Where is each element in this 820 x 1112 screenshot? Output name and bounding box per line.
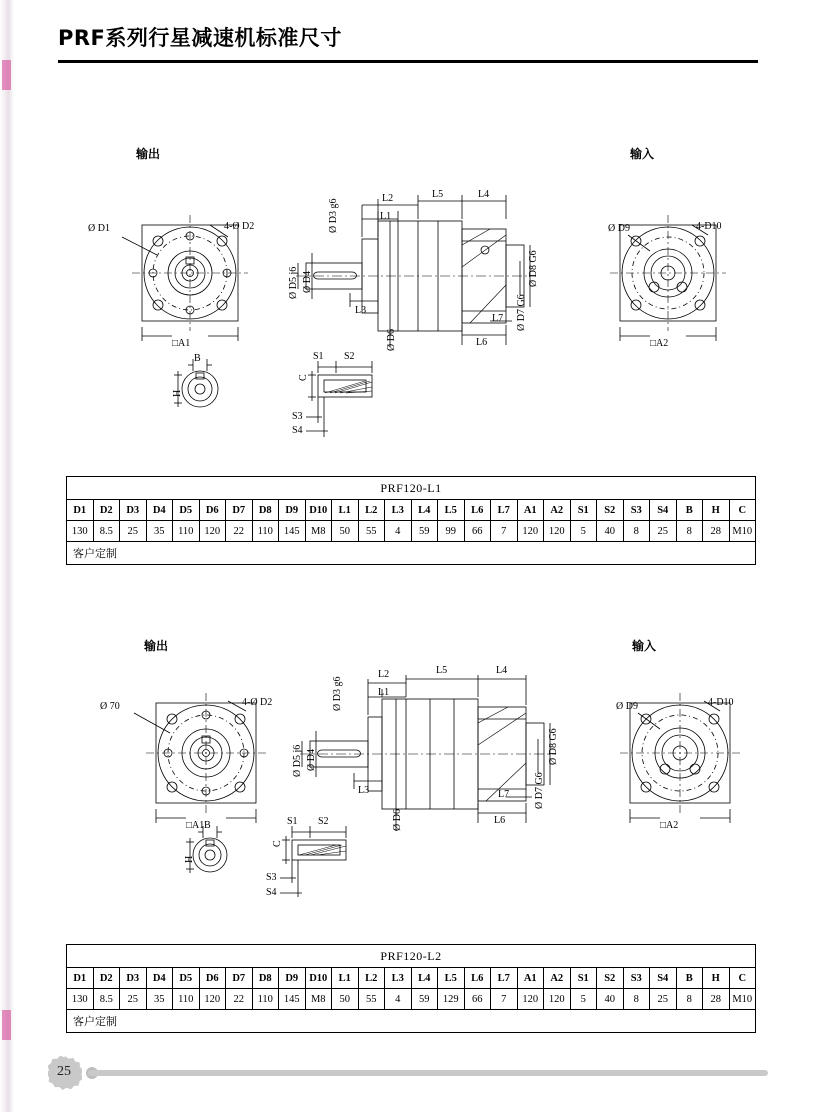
s2-callout-a2: □A2 xyxy=(660,820,679,831)
table-header-cell: D9 xyxy=(279,968,306,989)
table-header-cell: D1 xyxy=(67,500,94,521)
page-footer xyxy=(48,1056,772,1090)
table-value-cell: 8 xyxy=(676,521,703,542)
table-value-cell: 120 xyxy=(199,521,226,542)
s1-callout-s4: S4 xyxy=(292,425,303,436)
binding-edge xyxy=(0,0,14,1112)
table-header-cell: L4 xyxy=(411,968,438,989)
table-header-cell: D3 xyxy=(120,968,147,989)
table-note: 客户定制 xyxy=(67,542,756,565)
s1-callout-s1: S1 xyxy=(313,351,324,362)
edge-color-mark xyxy=(2,60,11,90)
table-value-cell: 8 xyxy=(623,989,650,1010)
table-header-cell: D3 xyxy=(120,500,147,521)
table-header-cell: A2 xyxy=(544,968,571,989)
s1-callout-a2: □A2 xyxy=(650,338,669,349)
table-value-cell: 145 xyxy=(279,989,306,1010)
table-header-cell: S2 xyxy=(597,968,624,989)
table-header-cell: S1 xyxy=(570,500,597,521)
table-value-cell: 7 xyxy=(491,989,518,1010)
s2-callout-s2: S2 xyxy=(318,816,329,827)
s2-callout-d1: Ø 70 xyxy=(100,701,120,712)
table-header-cell: B xyxy=(676,500,703,521)
s1-callout-l2: L2 xyxy=(382,193,394,204)
table-header-cell: L2 xyxy=(358,968,385,989)
table-value-cell: 28 xyxy=(703,989,730,1010)
table-value-cell: 8.5 xyxy=(93,521,120,542)
table-header-cell: S4 xyxy=(650,500,677,521)
s2-callout-d6: Ø D6 xyxy=(392,809,403,831)
table-value-cell: 120 xyxy=(544,989,571,1010)
table-header-cell: D4 xyxy=(146,500,173,521)
table-value-cell: 120 xyxy=(544,521,571,542)
section1-input-label: 输入 xyxy=(630,147,655,161)
s2-callout-l6: L6 xyxy=(494,815,506,826)
table-value-cell: 50 xyxy=(332,521,359,542)
table-value-cell: 110 xyxy=(173,989,200,1010)
table-row xyxy=(67,989,756,1010)
s2-callout-b: B xyxy=(204,820,211,831)
table-value-cell: 110 xyxy=(173,521,200,542)
s1-callout-l3: L3 xyxy=(355,305,367,316)
page-title: PRF系列行星减速机标准尺寸 xyxy=(58,26,342,50)
table-value-cell: 40 xyxy=(597,521,624,542)
table-header-cell: H xyxy=(703,500,730,521)
table-value-cell: 25 xyxy=(120,989,147,1010)
table-value-cell: 120 xyxy=(517,989,544,1010)
table-header-cell: D8 xyxy=(252,968,279,989)
s1-callout-s3: S3 xyxy=(292,411,303,422)
s1-callout-h: H xyxy=(172,389,183,397)
table-header-cell: S4 xyxy=(650,968,677,989)
table-value-cell: 59 xyxy=(411,989,438,1010)
table-header-cell: D8 xyxy=(252,500,279,521)
table-header-cell: D10 xyxy=(305,500,332,521)
s2-callout-h: H xyxy=(184,855,195,863)
table-header-cell: L7 xyxy=(491,500,518,521)
table-value-cell: 28 xyxy=(703,521,730,542)
s2-callout-d4: Ø D4 xyxy=(306,749,317,771)
table-value-cell: 130 xyxy=(67,521,94,542)
table-header-cell: D9 xyxy=(279,500,306,521)
table-header-cell: A1 xyxy=(517,968,544,989)
table-value-cell: 120 xyxy=(199,989,226,1010)
s1-callout-d3: Ø D3 g6 xyxy=(328,198,339,233)
table-header-cell: C xyxy=(729,500,756,521)
s2-callout-d10: 4-D10 xyxy=(708,697,734,708)
table-value-cell: 8.5 xyxy=(93,989,120,1010)
section2-output-label: 输出 xyxy=(144,639,169,653)
s1-callout-s2: S2 xyxy=(344,351,355,362)
table-header-cell: B xyxy=(676,968,703,989)
s2-callout-d3: Ø D3 g6 xyxy=(332,676,343,711)
table-value-cell: 110 xyxy=(252,521,279,542)
section1-drawing xyxy=(60,175,760,455)
table-value-cell: M10 xyxy=(729,521,756,542)
table-value-cell: 99 xyxy=(438,521,465,542)
table-header-cell: A2 xyxy=(544,500,571,521)
s2-callout-a1: □A1 xyxy=(186,820,205,831)
table-value-cell: 7 xyxy=(491,521,518,542)
table-value-cell: 55 xyxy=(358,989,385,1010)
table-value-cell: 25 xyxy=(650,989,677,1010)
table-header-cell: L4 xyxy=(411,500,438,521)
table-header-row xyxy=(67,968,756,989)
s2-callout-d2: 4-Ø D2 xyxy=(242,697,273,708)
s1-callout-d4: Ø D4 xyxy=(302,271,313,293)
table-value-cell: 5 xyxy=(570,989,597,1010)
table-header-cell: A1 xyxy=(517,500,544,521)
table-header-row xyxy=(67,500,756,521)
s1-callout-b: B xyxy=(194,353,201,364)
s1-callout-l7: L7 xyxy=(492,313,504,324)
s2-callout-d9: Ø D9 xyxy=(616,701,638,712)
table-header-cell: L1 xyxy=(332,500,359,521)
s2-callout-l5: L5 xyxy=(436,665,448,676)
table-value-cell: 120 xyxy=(517,521,544,542)
spec-table-1 xyxy=(66,476,756,565)
table-header-cell: D6 xyxy=(199,968,226,989)
s2-callout-s1: S1 xyxy=(287,816,298,827)
table-header-cell: S3 xyxy=(623,968,650,989)
table-value-cell: 59 xyxy=(411,521,438,542)
table-value-cell: M8 xyxy=(305,989,332,1010)
s2-callout-d8: Ø D8 G6 xyxy=(548,728,559,765)
s1-callout-a1: □A1 xyxy=(172,338,191,349)
table-value-cell: M10 xyxy=(729,989,756,1010)
table-header-cell: L3 xyxy=(385,968,412,989)
s1-callout-l6: L6 xyxy=(476,337,488,348)
table-header-cell: S3 xyxy=(623,500,650,521)
table-header-cell: D7 xyxy=(226,500,253,521)
table-value-cell: 35 xyxy=(146,989,173,1010)
table-header-cell: L1 xyxy=(332,968,359,989)
table-header-cell: S2 xyxy=(597,500,624,521)
spec-table-2 xyxy=(66,944,756,1033)
page-number: 25 xyxy=(57,1064,71,1079)
s1-callout-d10: 4-D10 xyxy=(696,221,722,232)
s1-callout-d9: Ø D9 xyxy=(608,223,630,234)
table-header-cell: D2 xyxy=(93,500,120,521)
section2-input-label: 输入 xyxy=(632,639,657,653)
s1-callout-c: C xyxy=(298,374,309,381)
s2-callout-s3: S3 xyxy=(266,872,277,883)
table-value-cell: M8 xyxy=(305,521,332,542)
s2-callout-l2: L2 xyxy=(378,669,390,680)
s1-callout-l5: L5 xyxy=(432,189,444,200)
table-header-cell: D5 xyxy=(173,968,200,989)
s1-callout-d2: 4-Ø D2 xyxy=(224,221,255,232)
table-value-cell: 22 xyxy=(226,521,253,542)
s1-callout-d7: Ø D7 G6 xyxy=(516,294,527,331)
table-value-cell: 66 xyxy=(464,989,491,1010)
table-header-cell: D7 xyxy=(226,968,253,989)
table-row xyxy=(67,521,756,542)
page-title-block xyxy=(58,22,758,63)
table-header-cell: D2 xyxy=(93,968,120,989)
table-value-cell: 4 xyxy=(385,989,412,1010)
table-header-cell: L5 xyxy=(438,500,465,521)
s1-callout-d1: Ø D1 xyxy=(88,223,110,234)
table-value-cell: 145 xyxy=(279,521,306,542)
table-value-cell: 25 xyxy=(650,521,677,542)
table-value-cell: 50 xyxy=(332,989,359,1010)
table-value-cell: 66 xyxy=(464,521,491,542)
table-header-cell: L2 xyxy=(358,500,385,521)
table-value-cell: 129 xyxy=(438,989,465,1010)
table-note-row xyxy=(67,542,756,565)
table-header-cell: D10 xyxy=(305,968,332,989)
table1-model: PRF120-L1 xyxy=(67,477,756,500)
title-divider xyxy=(58,60,758,63)
table-value-cell: 8 xyxy=(676,989,703,1010)
table-header-cell: D6 xyxy=(199,500,226,521)
s2-callout-l1: L1 xyxy=(378,687,390,698)
table-header-cell: L5 xyxy=(438,968,465,989)
table-value-cell: 35 xyxy=(146,521,173,542)
table-header-cell: S1 xyxy=(570,968,597,989)
s1-callout-d8: Ø D8 G6 xyxy=(528,250,539,287)
table-value-cell: 22 xyxy=(226,989,253,1010)
table-value-cell: 130 xyxy=(67,989,94,1010)
s2-callout-d7: Ø D7 G6 xyxy=(534,772,545,809)
table-value-cell: 55 xyxy=(358,521,385,542)
table-header-cell: D4 xyxy=(146,968,173,989)
edge-color-mark xyxy=(2,1010,11,1040)
table-header-cell: D1 xyxy=(67,968,94,989)
section1-output-label: 输出 xyxy=(136,147,161,161)
s1-callout-d5: Ø D5 j6 xyxy=(288,266,299,299)
s1-callout-l1: L1 xyxy=(380,211,392,222)
table-value-cell: 40 xyxy=(597,989,624,1010)
table-value-cell: 4 xyxy=(385,521,412,542)
table-header-cell: C xyxy=(729,968,756,989)
table-value-cell: 5 xyxy=(570,521,597,542)
table-header-cell: L6 xyxy=(464,500,491,521)
table-value-cell: 8 xyxy=(623,521,650,542)
table-header-cell: L3 xyxy=(385,500,412,521)
table-note: 客户定制 xyxy=(67,1010,756,1033)
table-value-cell: 25 xyxy=(120,521,147,542)
table-header-cell: L7 xyxy=(491,968,518,989)
table2-model: PRF120-L2 xyxy=(67,945,756,968)
table-note-row xyxy=(67,1010,756,1033)
footer-bar xyxy=(88,1070,768,1076)
table-value-cell: 110 xyxy=(252,989,279,1010)
s1-callout-l4: L4 xyxy=(478,189,490,200)
s2-callout-l4: L4 xyxy=(496,665,508,676)
s2-callout-d5: Ø D5 j6 xyxy=(292,744,303,777)
table-header-cell: H xyxy=(703,968,730,989)
s2-callout-c: C xyxy=(272,840,283,847)
table-header-cell: L6 xyxy=(464,968,491,989)
s2-callout-l7: L7 xyxy=(498,789,510,800)
section2-drawing xyxy=(60,665,760,925)
s2-callout-l3: L3 xyxy=(358,785,370,796)
table-header-cell: D5 xyxy=(173,500,200,521)
s1-callout-d6: Ø D6 xyxy=(386,329,397,351)
s2-callout-s4: S4 xyxy=(266,887,277,898)
